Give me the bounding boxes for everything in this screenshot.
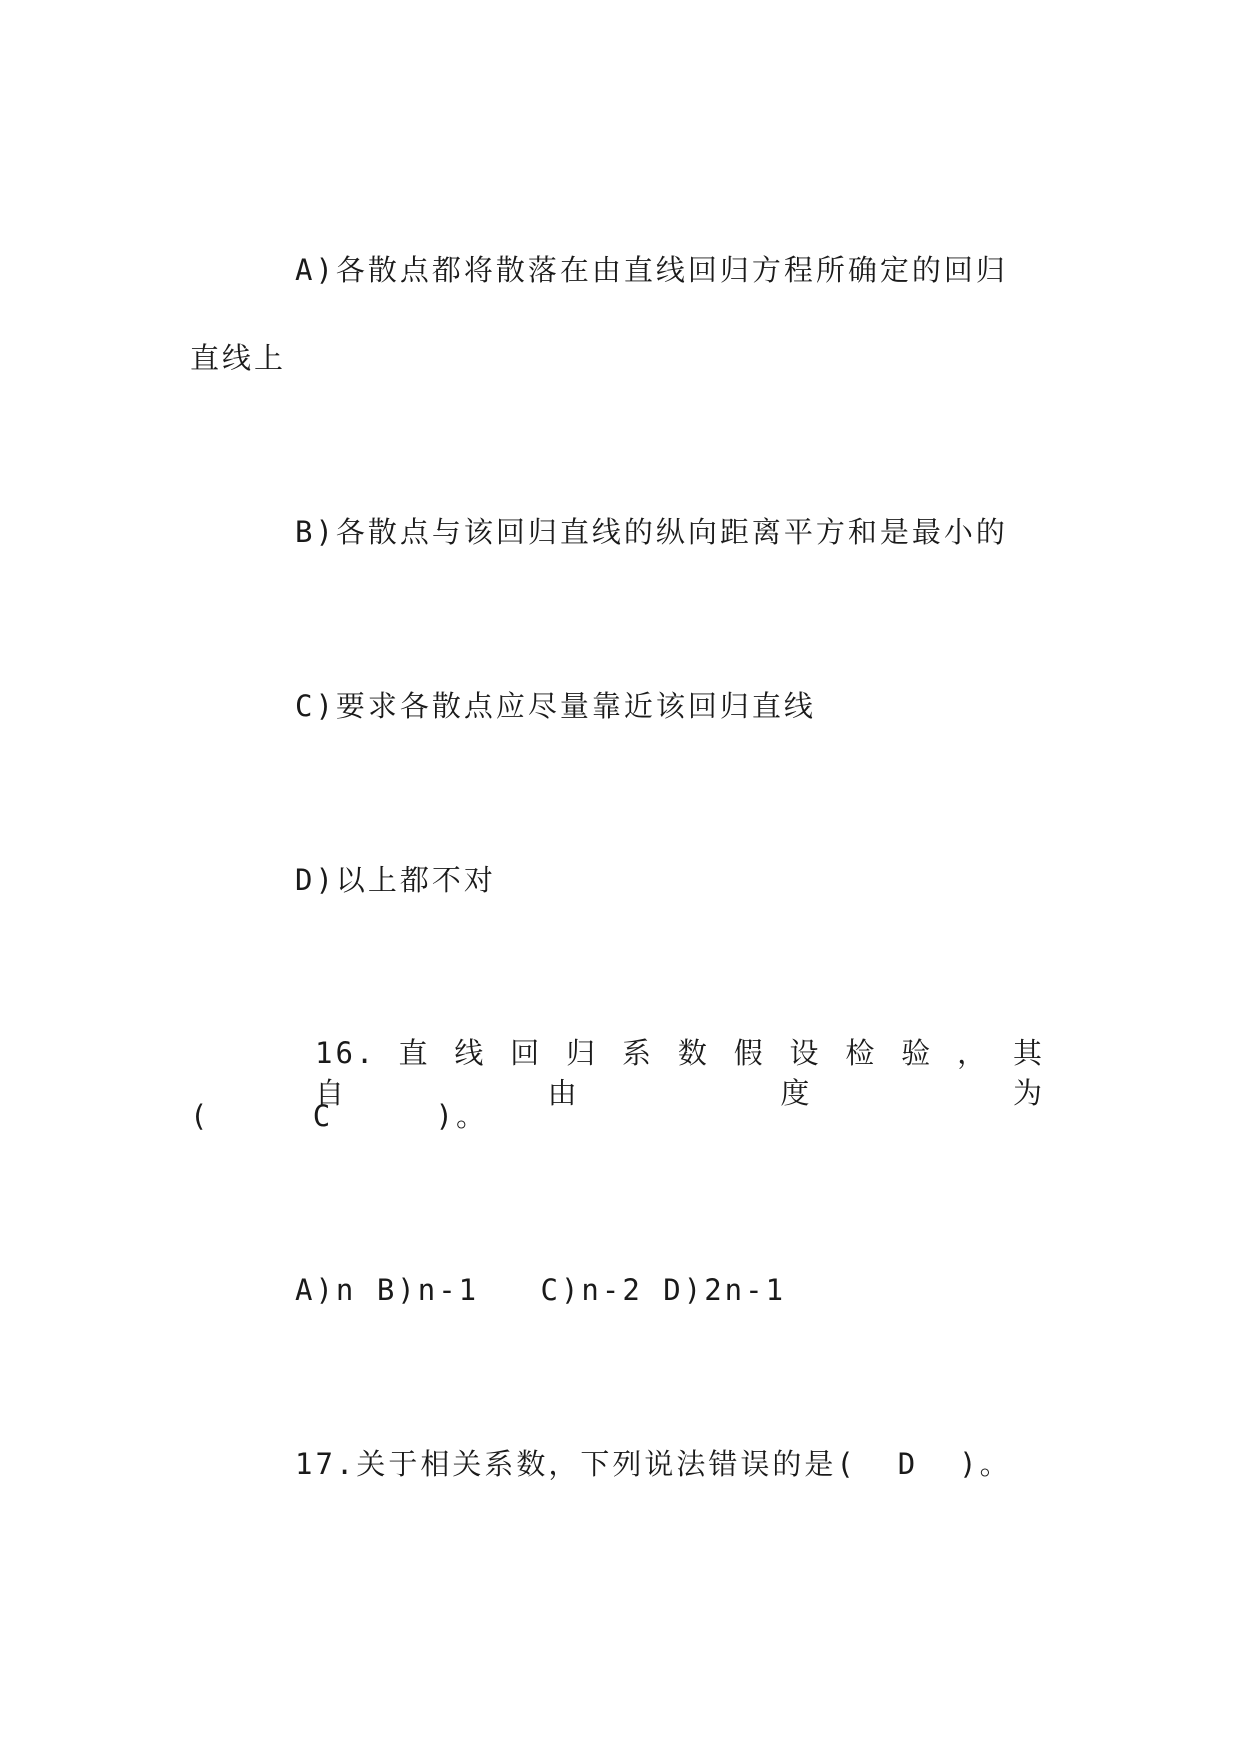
q15-option-b: B)各散点与该回归直线的纵向距离平方和是最小的	[295, 515, 1008, 549]
q15-option-d: D)以上都不对	[295, 863, 496, 897]
q16-question-line1: 16. 直 线 回 归 系 数 假 设 检 验 ， 其 自 由 度 为	[315, 1036, 1045, 1110]
q16-options: A)n B)n-1 C)n-2 D)2n-1	[295, 1273, 787, 1307]
q15-option-c: C)要求各散点应尽量靠近该回归直线	[295, 689, 816, 723]
q15-option-a-line2: 直线上	[190, 341, 287, 375]
q15-option-a-line1: A)各散点都将散落在由直线回归方程所确定的回归	[295, 253, 1008, 287]
q17-question-line1: 17.关于相关系数，下列说法错误的是( D )。	[295, 1447, 1012, 1481]
q16-question-line2: ( C )。	[190, 1099, 488, 1133]
